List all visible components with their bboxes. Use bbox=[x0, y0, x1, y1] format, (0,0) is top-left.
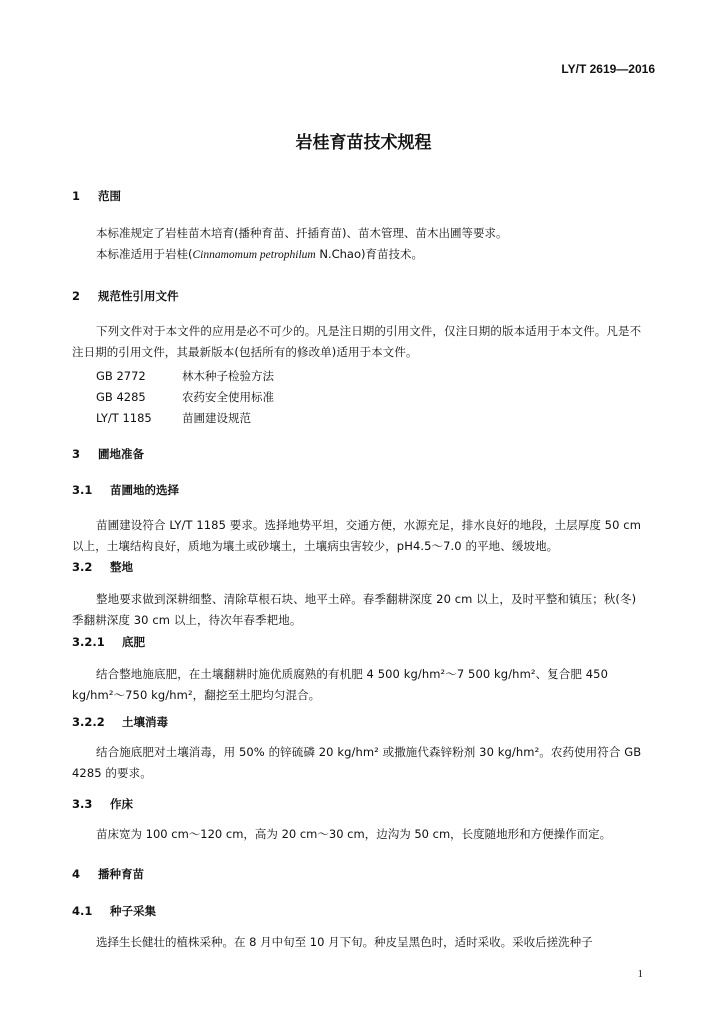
section-number: 4.1 bbox=[72, 904, 93, 918]
section-3-heading bbox=[72, 446, 144, 462]
section-title: 底肥 bbox=[122, 635, 145, 649]
section-number: 3 bbox=[72, 447, 81, 461]
paragraph: 苗圃建设符合 LY/T 1185 要求。选择地势平坦，交通方便，水源充足，排水良好的地段，土层厚度 50 cm 以上，土壤结构良好，质地为壤土或砂壤土，土壤病虫害较少，pH4.5～7.0 的平地、缓坡地。 bbox=[72, 518, 642, 553]
subsection-4-1-heading bbox=[72, 903, 156, 919]
section-number: 3.2.2 bbox=[72, 715, 105, 729]
reference-item bbox=[96, 389, 274, 405]
text: 本标准适用于岩桂( bbox=[96, 247, 193, 261]
standard-code: LY/T 2619—2016 bbox=[561, 62, 655, 76]
section-title: 圃地准备 bbox=[98, 447, 144, 461]
section-title: 种子采集 bbox=[110, 904, 156, 918]
section-number: 1 bbox=[72, 189, 81, 203]
reference-title: 林木种子检验方法 bbox=[182, 369, 274, 383]
section-1-heading bbox=[72, 188, 121, 204]
section-title: 土壤消毒 bbox=[122, 715, 168, 729]
subsection-3-2-1-heading bbox=[72, 634, 145, 650]
paragraph: 整地要求做到深耕细整、清除草根石块、地平土碎。春季翻耕深度 20 cm 以上，及时平整和镇压；秋(冬)季翻耕深度 30 cm 以上，待次年春季耙地。 bbox=[72, 592, 637, 627]
page-number: 1 bbox=[637, 968, 643, 980]
subsection-3-3-heading bbox=[72, 796, 133, 812]
paragraph: 结合整地施底肥，在土壤翻耕时施优质腐熟的有机肥 4 500 kg/hm²～7 500 kg/hm²、复合肥 450 kg/hm²～750 kg/hm²，翻挖至土肥均匀混合。 bbox=[72, 667, 608, 702]
section-title: 播种育苗 bbox=[98, 867, 144, 881]
reference-code: GB 2772 bbox=[96, 369, 146, 383]
paragraph: 苗床宽为 100 cm～120 cm，高为 20 cm～30 cm，边沟为 50 cm，长度随地形和方便操作而定。 bbox=[96, 827, 612, 841]
section-number: 2 bbox=[72, 289, 81, 303]
section-2-heading bbox=[72, 288, 179, 304]
reference-title: 苗圃建设规范 bbox=[182, 411, 251, 425]
section-number: 3.3 bbox=[72, 797, 93, 811]
reference-item bbox=[96, 368, 274, 384]
section-title: 苗圃地的选择 bbox=[110, 483, 179, 497]
subsection-3-2-2-heading bbox=[72, 714, 168, 730]
reference-title: 农药安全使用标准 bbox=[182, 390, 274, 404]
section-title: 整地 bbox=[110, 560, 133, 574]
reference-code: GB 4285 bbox=[96, 390, 146, 404]
latin-name: Cinnamomum petrophilum bbox=[192, 249, 316, 261]
section-title: 作床 bbox=[110, 797, 133, 811]
section-number: 3.1 bbox=[72, 483, 93, 497]
paragraph bbox=[96, 246, 423, 262]
section-title: 范围 bbox=[98, 189, 121, 203]
paragraph: 选择生长健壮的植株采种。在 8 月中旬至 10 月下旬。种皮呈黑色时，适时采收。采收后搓洗种子 bbox=[96, 935, 593, 949]
subsection-3-2-heading bbox=[72, 559, 133, 575]
section-4-heading bbox=[72, 866, 144, 882]
section-number: 4 bbox=[72, 867, 81, 881]
document-title: 岩桂育苗技术规程 bbox=[295, 133, 432, 153]
subsection-3-1-heading bbox=[72, 482, 179, 498]
section-number: 3.2 bbox=[72, 560, 93, 574]
paragraph: 下列文件对于本文件的应用是必不可少的。凡是注日期的引用文件，仅注日期的版本适用于本文件。凡是不注日期的引用文件，其最新版本(包括所有的修改单)适用于本文件。 bbox=[72, 324, 642, 359]
paragraph: 本标准规定了岩桂苗木培育(播种育苗、扦插育苗)、苗木管理、苗木出圃等要求。 bbox=[96, 226, 508, 240]
reference-item bbox=[96, 410, 251, 426]
section-number: 3.2.1 bbox=[72, 635, 105, 649]
section-title: 规范性引用文件 bbox=[98, 289, 179, 303]
reference-code: LY/T 1185 bbox=[96, 411, 152, 425]
paragraph: 结合施底肥对土壤消毒，用 50% 的锌硫磷 20 kg/hm² 或撒施代森锌粉剂 30 kg/hm²。农药使用符合 GB 4285 的要求。 bbox=[72, 745, 642, 780]
text: N.Chao)育苗技术。 bbox=[315, 247, 424, 261]
